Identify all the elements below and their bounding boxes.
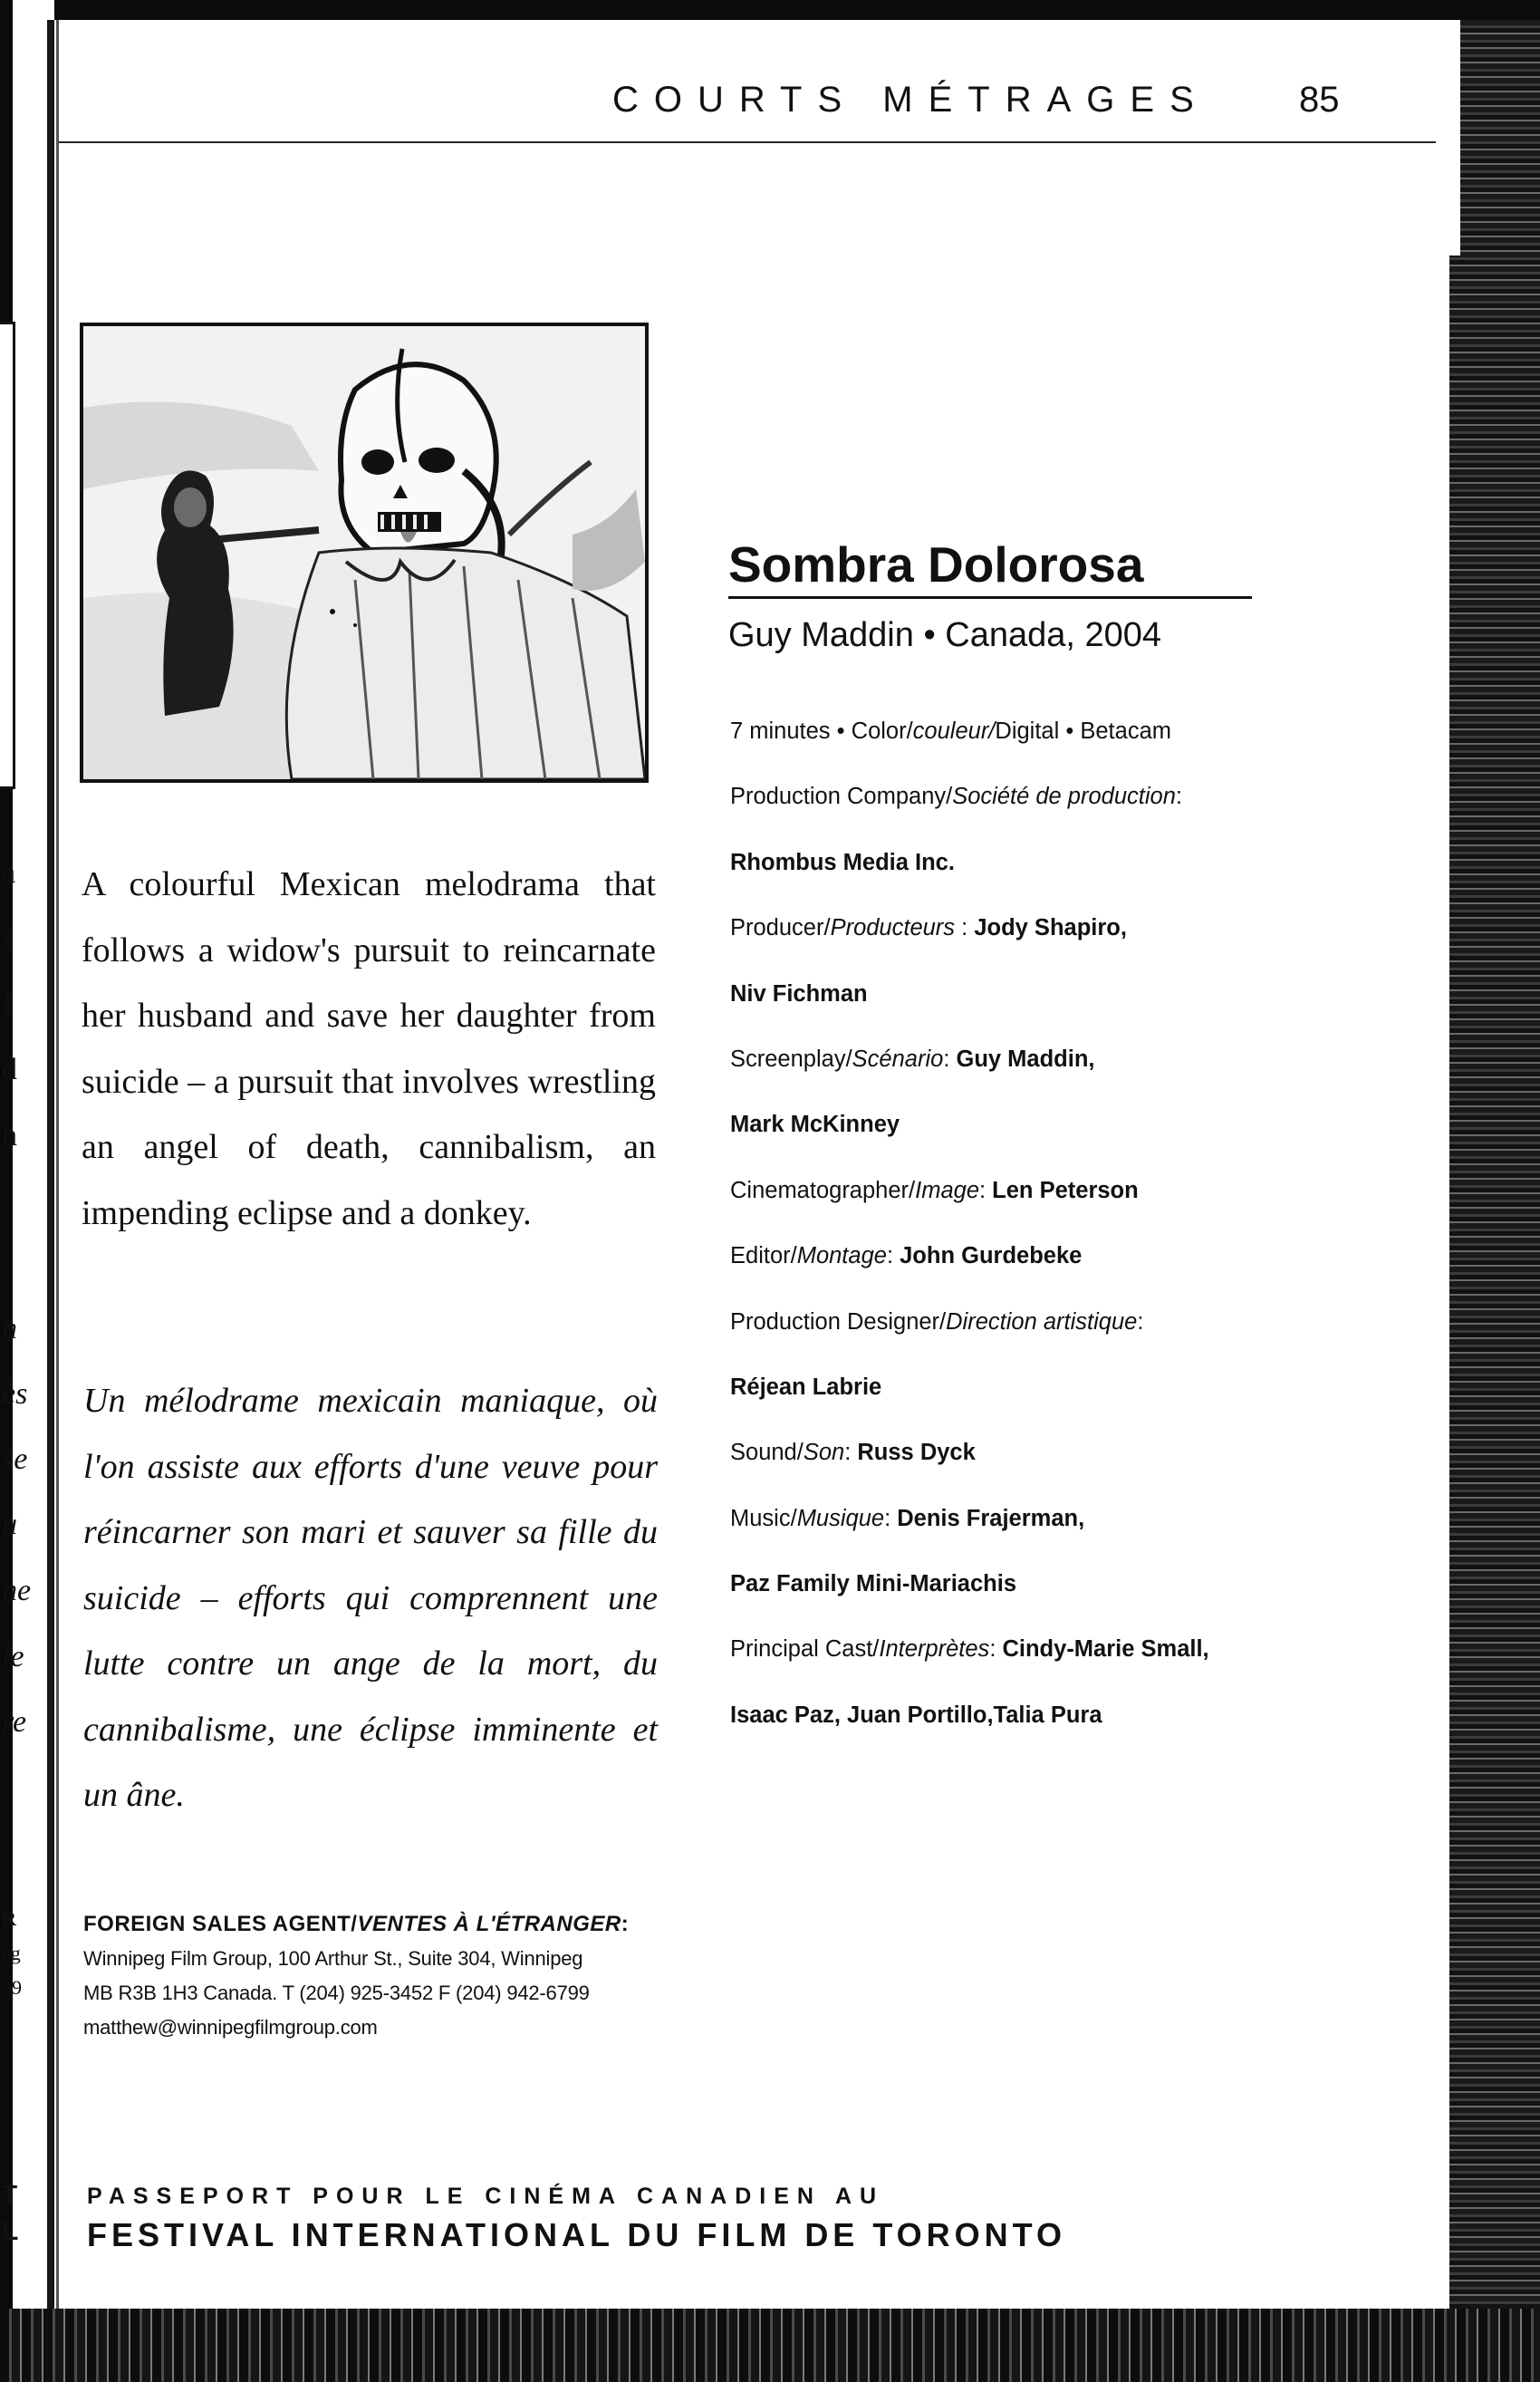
credit-line (730, 1570, 1274, 1635)
credit-line (730, 980, 1274, 1046)
credit-name: Réjean Labrie (730, 1374, 882, 1400)
previous-page-image-edge (0, 322, 15, 789)
credit-role: 7 minutes • Color/ (730, 718, 913, 744)
credit-role-fr: couleur/ (912, 718, 996, 744)
margin-fragment: R (2, 1907, 16, 1930)
margin-fragment: ès (2, 1377, 28, 1411)
credit-separator: : (1137, 1308, 1144, 1335)
sales-email: matthew@winnipegfilmgroup.com (83, 2016, 378, 2039)
scan-right-edge (1449, 20, 1540, 2382)
margin-fragment: ne (2, 1574, 32, 1607)
credit-line (730, 1374, 1274, 1439)
credit-separator: : (989, 1636, 1003, 1663)
sales-phone-line: MB R3B 1H3 Canada. T (204) 925-3452 F (204) 942-6799 (83, 1982, 590, 2004)
credit-separator: : (844, 1440, 858, 1466)
margin-fragment: T (2, 2180, 18, 2208)
credit-name: John Gurdebeke (900, 1243, 1083, 1269)
credit-role-fr: Direction artistique (946, 1308, 1138, 1335)
credit-separator: : (955, 915, 975, 941)
credit-name: Russ Dyck (857, 1440, 976, 1466)
credit-role: Production Company/ (730, 784, 953, 810)
film-still-illustration (83, 326, 645, 779)
credit-role-fr: Scénario (852, 1046, 944, 1072)
credit-line (730, 1177, 1274, 1242)
credit-line (730, 718, 1274, 783)
footer-line-1: PASSEPORT POUR LE CINÉMA CANADIEN AU (87, 2184, 885, 2209)
credit-role: Principal Cast/ (730, 1636, 880, 1663)
synopsis-english: A colourful Mexican melodrama that follows a widow's pursuit to reincarnate her husband and save her daughter from suicide – a pursuit that involves wrestling an angel of death, cannibalism, an impending eclipse and a donkey. (82, 865, 656, 1232)
credit-name: Len Peterson (992, 1177, 1139, 1203)
film-still (80, 323, 649, 783)
margin-fragment: h (2, 1119, 17, 1152)
credit-line (730, 914, 1274, 979)
credit-line (730, 1439, 1274, 1504)
credit-name: Isaac Paz, Juan Portillo,Talia Pura (730, 1702, 1102, 1728)
margin-fragment: u (2, 1508, 17, 1541)
credit-name: Rhombus Media Inc. (730, 849, 955, 875)
credit-separator: : (886, 1243, 900, 1269)
credit-separator: : (943, 1046, 957, 1072)
margin-fragment: 39 (2, 1976, 22, 1999)
sales-address-line: Winnipeg Film Group, 100 Arthur St., Suite 304, Winnipeg (83, 1947, 583, 1970)
film-title: Sombra Dolorosa (728, 536, 1144, 593)
credit-role-fr: Producteurs (830, 915, 956, 941)
margin-fragment: le (2, 1640, 24, 1673)
credit-line (730, 849, 1274, 914)
credit-name: Paz Family Mini-Mariachis (730, 1571, 1017, 1597)
credit-separator: : (1175, 784, 1182, 810)
credit-role: Producer/ (730, 915, 831, 941)
margin-fragment: a (2, 856, 16, 890)
margin-fragment: f (2, 988, 13, 1021)
credit-line (730, 1111, 1274, 1176)
credit-line (730, 1505, 1274, 1570)
credit-role-fr: Interprètes (879, 1636, 990, 1663)
book-spine (47, 20, 54, 2321)
page-number: 85 (1299, 80, 1340, 120)
header-rule (59, 141, 1436, 143)
credit-line (730, 1308, 1274, 1374)
title-rule (728, 596, 1252, 599)
margin-fragment: d (2, 1053, 17, 1086)
credit-line (730, 1702, 1274, 1767)
credit-name: Jody Shapiro, (974, 915, 1127, 941)
film-byline: Guy Maddin • Canada, 2004 (728, 616, 1162, 654)
credit-line (730, 1635, 1274, 1701)
margin-fragment: L (2, 2216, 19, 2246)
credits-list (730, 718, 1274, 1767)
credit-line (730, 783, 1274, 848)
footer-line-2: FESTIVAL INTERNATIONAL DU FILM DE TORONTO (87, 2216, 1067, 2253)
sales-agent-block (83, 1907, 663, 2045)
book-spine-shadow (56, 20, 59, 2321)
scan-right-edge-gap (1448, 20, 1460, 256)
scan-top-edge (0, 0, 1540, 20)
credit-role-fr: Société de production (952, 784, 1176, 810)
credit-role: Sound/ (730, 1440, 804, 1466)
credit-name: Mark McKinney (730, 1112, 900, 1138)
credit-role-fr: Montage (796, 1243, 887, 1269)
sales-head-fr: VENTES À L'ÉTRANGER (357, 1912, 621, 1936)
credit-role: Production Designer/ (730, 1308, 947, 1335)
credit-role-fr: Image (915, 1177, 979, 1203)
margin-fragment: n (2, 1312, 17, 1345)
running-head: COURTS MÉTRAGES (612, 80, 1209, 120)
credit-role: Music/ (730, 1505, 797, 1531)
credit-name: Denis Frajerman, (897, 1505, 1085, 1531)
sales-head-en: FOREIGN SALES AGENT/ (83, 1912, 358, 1936)
margin-fragment: se (2, 1442, 28, 1476)
credit-line (730, 1046, 1274, 1111)
credit-role: Screenplay/ (730, 1046, 852, 1072)
credit-role-fr: Musique (796, 1505, 885, 1531)
scan-bottom-edge (0, 2309, 1540, 2382)
sales-head-colon: : (621, 1912, 630, 1936)
credit-separator: : (884, 1505, 898, 1531)
credit-role: Editor/ (730, 1243, 797, 1269)
credit-name: Guy Maddin, (956, 1046, 1095, 1072)
margin-fragment: s (2, 921, 14, 954)
margin-fragment: eg (2, 1942, 21, 1964)
credit-line (730, 1242, 1274, 1307)
credit-role: Cinematographer/ (730, 1177, 916, 1203)
credit-name: Niv Fichman (730, 980, 868, 1007)
credit-role-fr: Son (803, 1440, 845, 1466)
margin-fragment: re (2, 1705, 27, 1739)
credit-separator: : (979, 1177, 993, 1203)
sales-agent-heading (83, 1907, 663, 1942)
credit-separator: Digital • Betacam (995, 718, 1171, 744)
credit-name: Cindy-Marie Small, (1002, 1636, 1209, 1663)
synopsis-french: Un mélodrame mexicain maniaque, où l'on assiste aux efforts d'une veuve pour réincarner son mari et sauver sa fille du suicide – efforts qui comprennent une lutte contre un ange de la mort, du cannibalisme, une éclipse imminente et un âne. (83, 1382, 658, 1814)
